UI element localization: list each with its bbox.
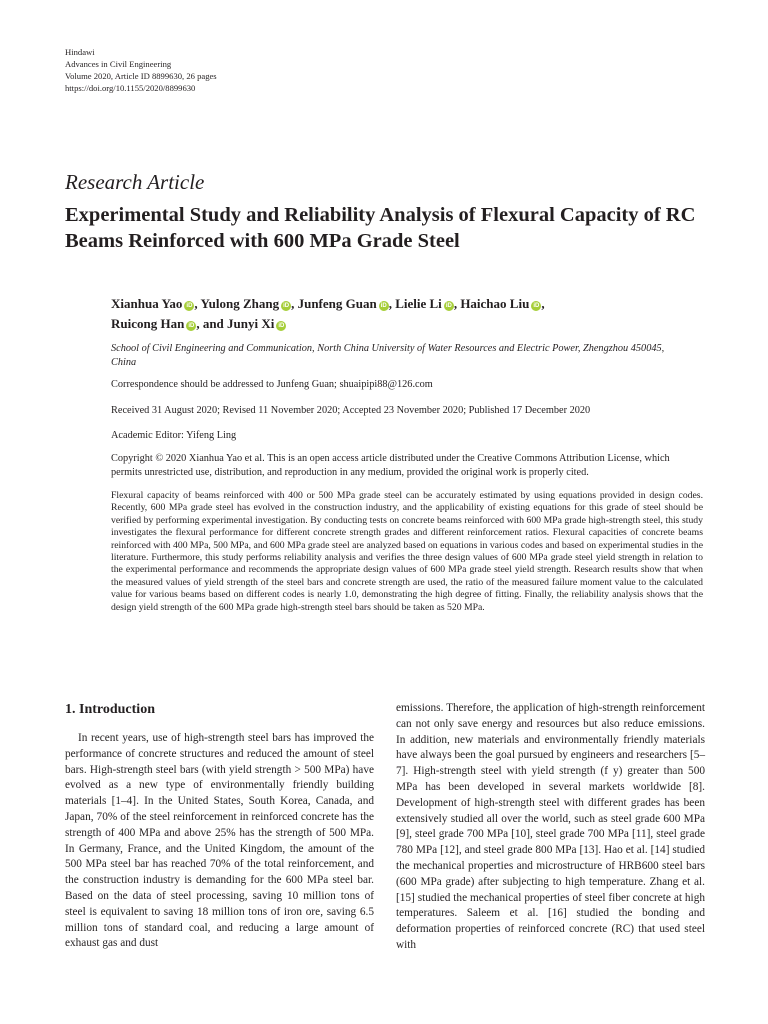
article-type: Research Article <box>65 170 205 194</box>
body-column-left: In recent years, use of high-strength steel bars has improved the performance of concrete structures and reduced the amount of steel bars. High-strength steel bars (with yield strength > 500 MPa) have evolved as a new type of environmentally friendly building materials [1–4]. In the United States, South Korea, Canada, and Japan, 70% of the steel reinforcement in reinforced concrete has the strength of 400 MPa and above 25% has the strength of 500 MPa. In Germany, France, and the United Kingdom, the amount of the 500 MPa steel bar has reached 70% of the total reinforcement, and the construction industry is demanding for the 600 MPa steel bar. Based on the data of steel processing, saving 10 million tons of steel is equivalent to saving 18 million tons of iron ore, saving 6.5 million tons of standard coal, and reducing a large amount of exhaust gas and dust <box>65 732 374 950</box>
orcid-icon[interactable]: iD <box>445 303 452 309</box>
orcid-icon[interactable]: iD <box>186 303 193 309</box>
orcid-icon[interactable]: iD <box>283 303 290 309</box>
author-name: Yulong Zhang <box>200 296 280 311</box>
author-name: Ruicong Han <box>111 316 185 331</box>
paper-title: Experimental Study and Reliability Analysis of Flexural Capacity of RC Beams Reinforced with 600 MPa Grade Steel <box>65 204 696 252</box>
orcid-icon[interactable]: iD <box>380 303 387 309</box>
journal-header <box>65 46 217 94</box>
orcid-icon[interactable]: iD <box>533 303 540 309</box>
orcid-icon[interactable]: iD <box>278 323 285 329</box>
journal-name: Advances in Civil Engineering <box>65 59 172 69</box>
publisher-name: Hindawi <box>65 47 95 57</box>
author-name: Xianhua Yao <box>111 296 183 311</box>
orcid-icon[interactable]: iD <box>188 323 195 329</box>
publication-dates: Received 31 August 2020; Revised 11 November 2020; Accepted 23 November 2020; Published 17 December 2020 <box>111 405 591 416</box>
author-name: Lielie Li <box>395 296 442 311</box>
body-column-right: emissions. Therefore, the application of high-strength reinforcement can not only save energy and resources but also reduce emissions. In addition, new materials and environmentally friendly materials have always been the goal pursued by engineers and researchers [5–7]. High-strength steel with yield strength (f y) greater than 500 MPa has been developed in several markets worldwide [8]. Development of high-strength steel with different grades has been extensively studied all over the world, such as steel grade 600 MPa [9], steel grade 700 MPa [10], steel grade 700 MPa [11], steel grade 780 MPa [12], and steel grade 800 MPa [13]. Hao et al. [14] studied the mechanical properties and microstructure of HRB600 steel bars (600 MPa grade) after subjecting to high temperature. Zhang et al. [15] studied the mechanical properties of steel fiber concrete at high temperatures. Saleem et al. [16] studied the bonding and deformation properties of reinforced concrete (RC) that used steel with <box>396 702 705 951</box>
section-heading: 1. Introduction <box>65 702 155 717</box>
author-name: Haichao Liu <box>460 296 530 311</box>
copyright-notice: Copyright © 2020 Xianhua Yao et al. This is an open access article distributed under the Creative Commons Attribution License, which permits unrestricted use, distribution, and reproduction in any medium, provided the original work is properly cited. <box>111 453 670 478</box>
volume-info: Volume 2020, Article ID 8899630, 26 pages <box>65 71 217 81</box>
doi-link[interactable]: https://doi.org/10.1155/2020/8899630 <box>65 83 196 93</box>
affiliation: School of Civil Engineering and Communication, North China University of Water Resources and Electric Power, Zhengzhou 450045, China <box>111 343 665 368</box>
author-list: Xianhua Yao iD , Yulong Zhang iD , Junfeng Guan iD , Lielie Li iD , Haichao Liu iD , Ruicong Han iD , and Junyi Xi iD <box>111 296 545 331</box>
author-name: Junfeng Guan <box>297 296 377 311</box>
author-name: Junyi Xi <box>227 316 275 331</box>
abstract: Flexural capacity of beams reinforced with 400 or 500 MPa grade steel can be accurately estimated by using equations provided in design codes. Recently, 600 MPa grade steel has evolved in the construction industry, and the applicability of existing equations for this grade of steel should be verified by performing experimental investigation. By conducting tests on concrete beams reinforced with 600 MPa grade high-strength steel, this study investigates the flexural performance for different concrete strength grades and different reinforcement ratios. Flexural capacities of concrete beams reinforced with 400 MPa, 500 MPa, and 600 MPa grade steel are analyzed based on equations in various codes and based on experimental studies in the literature. Furthermore, this study performs reliability analysis and verifies the three design values of 600 MPa grade steel yield strength in relation to the experimental performance and recommends the appropriate design values of 600 MPa grade steel yield strength. Research results show that when the measured values of yield strength of the steel bars and concrete strength are used, the ratio of the measured failure moment value to the calculated value for various beams based on different codes is nearly 1.0, demonstrating the high degree of fitting. Finally, the reliability analysis shows that the design yield strength of the 600 MPa grade high-strength steel bars should be taken as 520 MPa. <box>111 490 703 613</box>
correspondence: Correspondence should be addressed to Junfeng Guan; shuaipipi88@126.com <box>111 379 433 390</box>
academic-editor: Academic Editor: Yifeng Ling <box>111 430 237 441</box>
